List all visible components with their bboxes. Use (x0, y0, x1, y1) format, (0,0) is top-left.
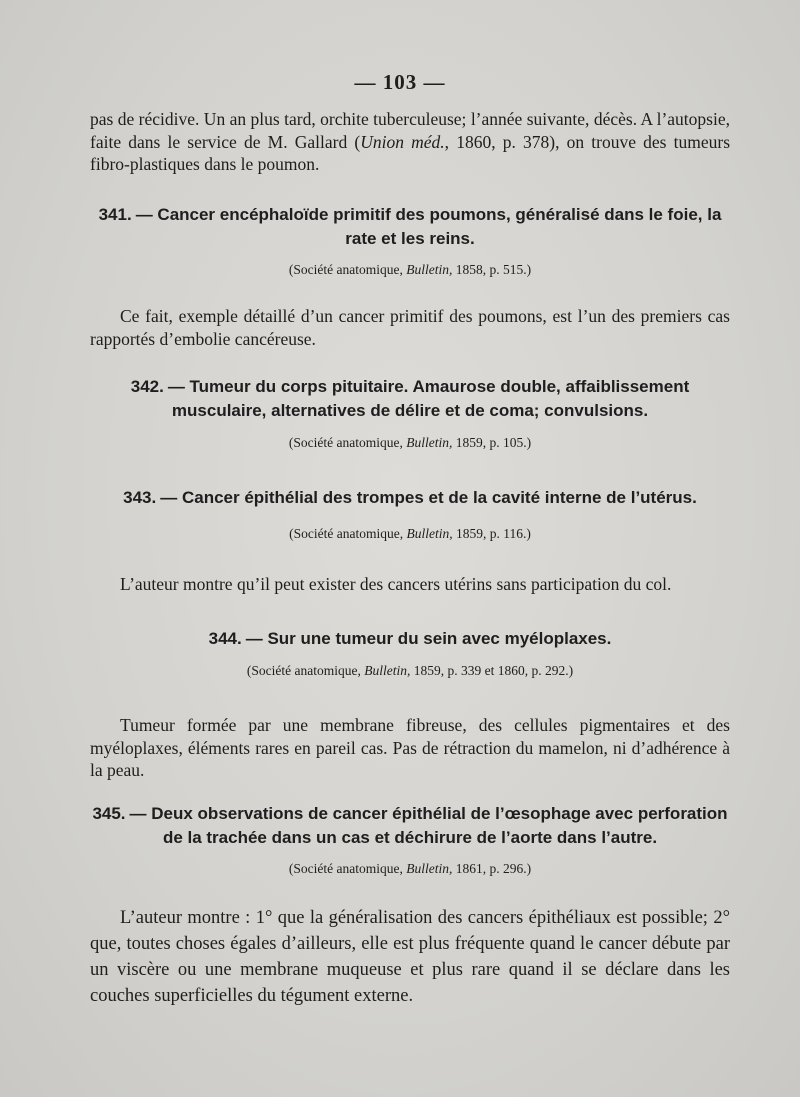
entry-title: — Deux observations de cancer épithélial de l’œsophage avec perforation de la trachée dans un cas et déchirure de l’aorte dans l’autre. (129, 804, 728, 847)
entry-number: 342. (130, 377, 164, 396)
entry-344-heading (90, 627, 730, 651)
entry-343-citation (90, 526, 730, 542)
citation-ref: 1859, p. 105.) (455, 435, 532, 450)
entry-345-citation (90, 861, 730, 877)
citation-source: (Société anatomique, (288, 262, 403, 277)
entry-344-citation (90, 663, 730, 679)
entry-title: — Tumeur du corps pituitaire. Amaurose double, affaiblissement musculaire, alternatives de délire et de coma; convulsions. (167, 377, 690, 420)
citation-journal: Bulletin, (406, 435, 453, 450)
citation-journal: Bulletin, (364, 663, 411, 678)
entry-number: 341. (98, 205, 132, 224)
entry-345-heading (90, 802, 730, 850)
entry-body: L’auteur montre qu’il peut exister des cancers utérins sans participation du col. (120, 574, 672, 594)
entry-345-body (90, 905, 730, 1009)
intro-block (90, 108, 730, 176)
page-number: — 103 — (354, 70, 446, 94)
entry-343-body (90, 573, 730, 596)
citation-source: (Société anatomique, (246, 663, 361, 678)
entry-341-body (90, 305, 730, 350)
entry-342-heading (90, 375, 730, 423)
citation-source: (Société anatomique, (289, 526, 404, 541)
intro-paragraph: pas de récidive. Un an plus tard, orchite tuberculeuse; l’année suivante, décès. A l’autopsie, faite dans le service de M. Gallard (Union méd., 1860, p. 378), on trouve des tumeurs fibro-plastiques dans le poumon. (90, 109, 730, 174)
entry-341-heading (90, 203, 730, 251)
entry-body: Tumeur formée par une membrane fibreuse, des cellules pigmentaires et des myéloplaxes, éléments rares en pareil cas. Pas de rétraction du mamelon, ni d’adhérence à la peau. (90, 715, 730, 780)
citation-ref: 1859, p. 116.) (455, 526, 531, 541)
entry-344-body (90, 714, 730, 782)
entry-title: — Cancer encéphaloïde primitif des poumons, généralisé dans le foie, la rate et les reins. (135, 205, 722, 248)
entry-number: 343. (123, 488, 157, 507)
citation-journal: Bulletin, (406, 861, 453, 876)
entry-341-citation (90, 262, 730, 278)
citation-source: (Société anatomique, (288, 435, 403, 450)
entry-343-heading (90, 486, 730, 510)
entry-title: — Cancer épithélial des trompes et de la cavité interne de l’utérus. (160, 488, 697, 507)
citation-source: (Société anatomique, (288, 861, 403, 876)
entry-body: Ce fait, exemple détaillé d’un cancer primitif des poumons, est l’un des premiers cas rapportés d’embolie cancéreuse. (90, 306, 730, 349)
entry-number: 345. (92, 804, 126, 823)
entry-title: — Sur une tumeur du sein avec myéloplaxes. (245, 629, 612, 648)
citation-ref: 1861, p. 296.) (455, 861, 532, 876)
citation-journal: Bulletin, (406, 526, 453, 541)
entry-body: L’auteur montre : 1° que la généralisation des cancers épithéliaux est possible; 2° que, toutes choses égales d’ailleurs, elle est plus fréquente quand le cancer débute par un viscère ou une membrane muqueuse et plus rare quand il se déclare dans les couches superficielles du tégument externe. (90, 908, 730, 1006)
citation-journal: Bulletin, (406, 262, 453, 277)
entry-number: 344. (208, 629, 242, 648)
citation-ref: 1859, p. 339 et 1860, p. 292.) (413, 663, 574, 678)
citation-ref: 1858, p. 515.) (455, 262, 532, 277)
entry-342-citation (90, 435, 730, 451)
